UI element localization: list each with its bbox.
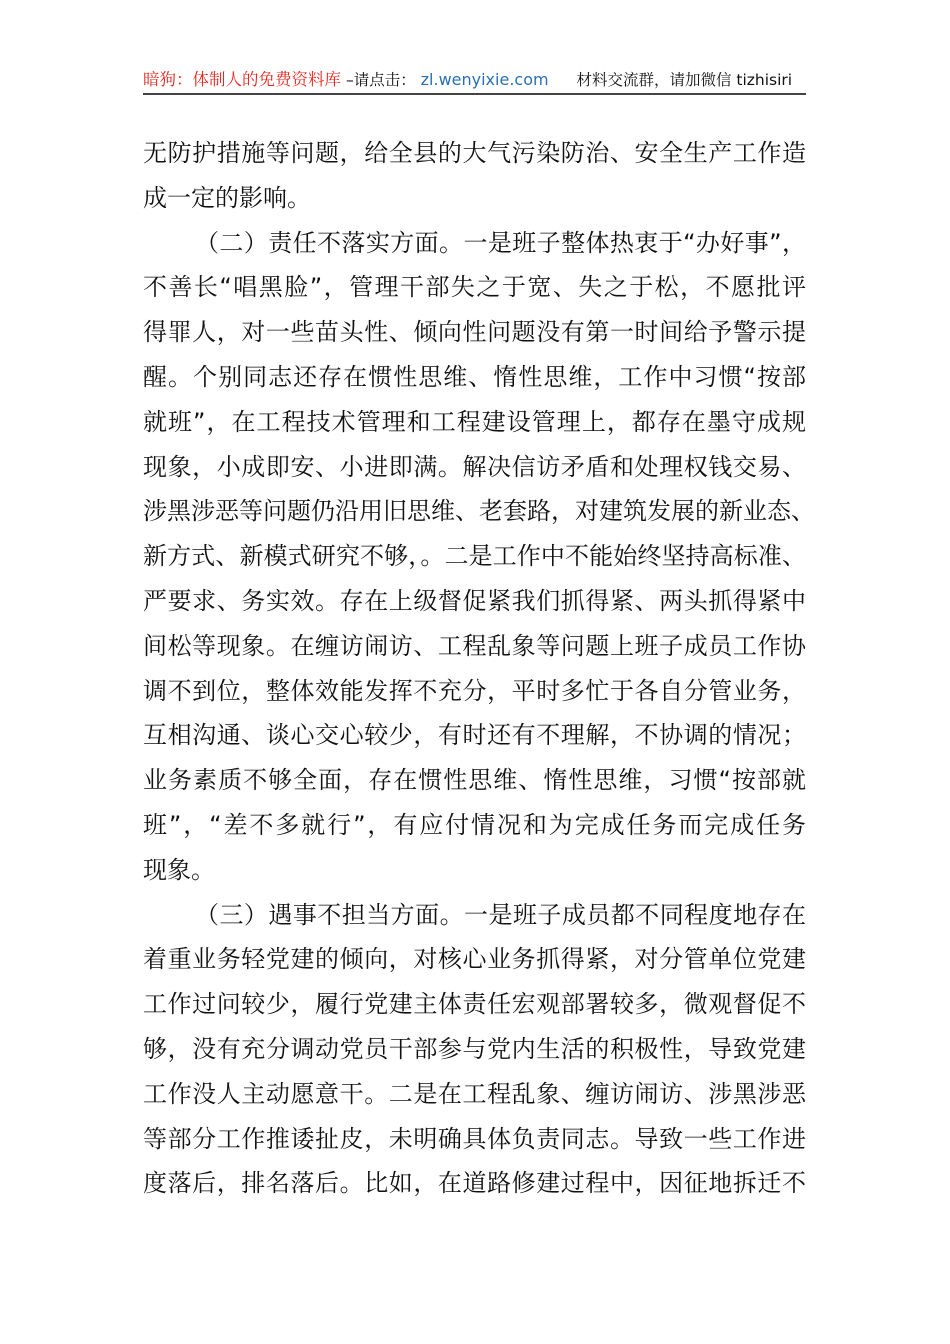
- text-line: 度落后，排名落后。比如，在道路修建过程中，因征地拆迁不: [143, 1169, 806, 1198]
- text-line: 着重业务轻党建的倾向，对核心业务抓得紧，对分管单位党建: [143, 945, 806, 974]
- text-line: 等部分工作推诿扯皮，未明确具体负责同志。导致一些工作进: [143, 1124, 806, 1153]
- text-line: 新方式、新模式研究不够，。二是工作中不能始终坚持高标准、: [143, 542, 806, 571]
- paragraph-start: （三）遇事不担当方面。一是班子成员都不同程度地存在: [195, 900, 806, 929]
- text-line: 不善长“唱黑脸”，管理干部失之于宽、失之于松，不愿批评: [143, 273, 806, 302]
- text-line: 得罪人，对一些苗头性、倾向性问题没有第一时间给予警示提: [143, 318, 806, 347]
- text-line: 醒。个别同志还存在惯性思维、惰性思维，工作中习惯“按部: [143, 362, 806, 391]
- text-line: 班”，“差不多就行”，有应付情况和为完成任务而完成任务: [143, 810, 806, 839]
- text-line: 工作没人主动愿意干。二是在工程乱象、缠访闹访、涉黑涉恶: [143, 1079, 806, 1108]
- document-body: [143, 131, 815, 1206]
- text-line: 间松等现象。在缠访闹访、工程乱象等问题上班子成员工作协: [143, 631, 806, 660]
- text-line: 现象，小成即安、小进即满。解决信访矛盾和处理权钱交易、: [143, 452, 806, 481]
- text-line: 成一定的影响。: [143, 183, 311, 212]
- header-contact: 材料交流群，请加微信 tizhisiri: [576, 71, 793, 89]
- page-header: [143, 68, 806, 92]
- header-divider: [143, 93, 806, 95]
- text-line: 现象。: [143, 855, 215, 884]
- text-line: 调不到位，整体效能发挥不充分，平时多忙于各自分管业务，: [143, 676, 806, 705]
- header-brand: 暗狗：体制人的免费资料库: [143, 70, 341, 89]
- text-line: 业务素质不够全面，存在惯性思维、惰性思维，习惯“按部就: [143, 766, 806, 795]
- header-url-link[interactable]: zl.wenyixie.com: [420, 70, 549, 89]
- text-line: 够，没有充分调动党员干部参与党内生活的积极性，导致党建: [143, 1034, 806, 1063]
- paragraph-start: （二）责任不落实方面。一是班子整体热衷于“办好事”，: [195, 228, 806, 257]
- text-line: 就班”，在工程技术管理和工程建设管理上，都存在墨守成规: [143, 407, 806, 436]
- text-line: 工作过问较少，履行党建主体责任宏观部署较多，微观督促不: [143, 990, 806, 1019]
- text-line: 互相沟通、谈心交心较少，有时还有不理解，不协调的情况；: [143, 721, 806, 750]
- text-line: 涉黑涉恶等问题仍沿用旧思维、老套路，对建筑发展的新业态、: [143, 497, 815, 526]
- text-line: 严要求、务实效。存在上级督促紧我们抓得紧、两头抓得紧中: [143, 586, 806, 615]
- text-line: 无防护措施等问题，给全县的大气污染防治、安全生产工作造: [143, 139, 806, 167]
- header-prompt: –请点击：: [345, 71, 416, 89]
